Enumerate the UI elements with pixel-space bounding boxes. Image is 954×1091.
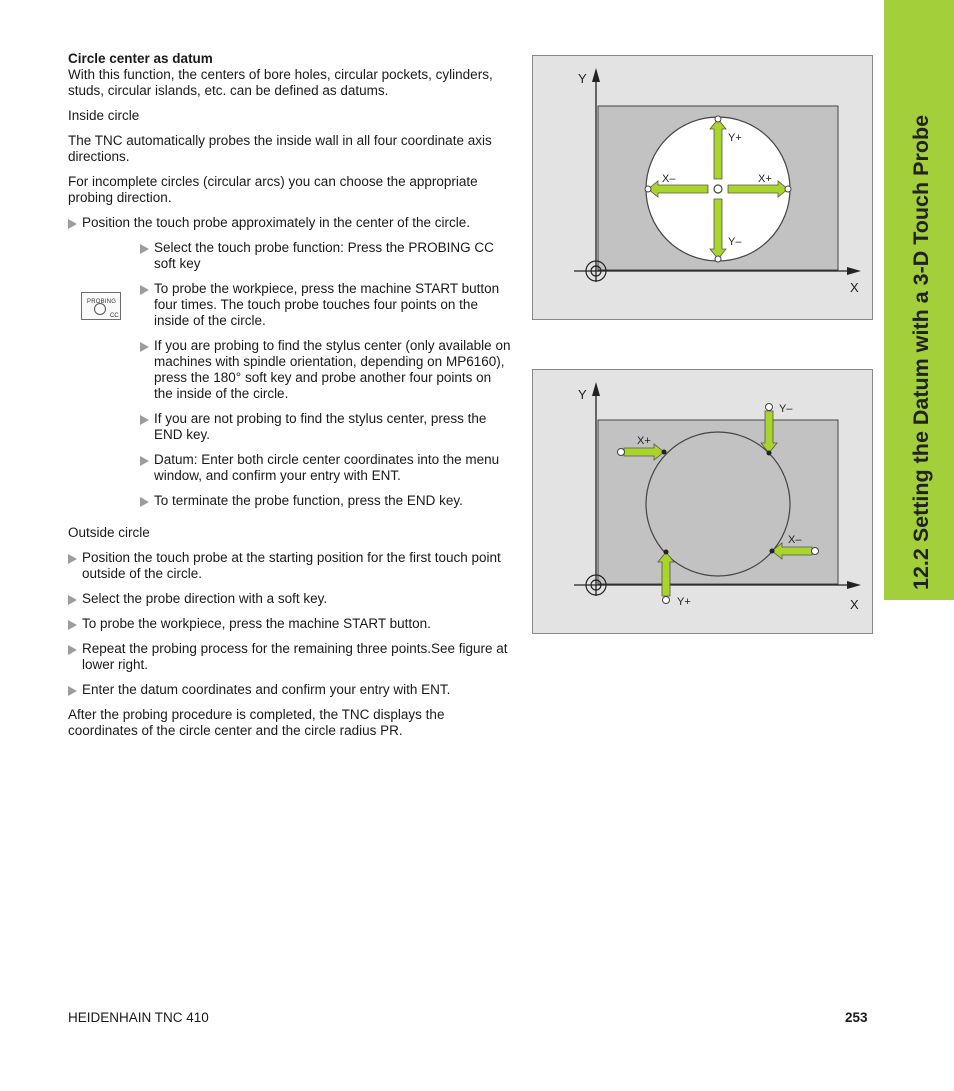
outside-step [68,550,513,582]
step-text: Position the touch probe at the starting position for the first touch point outside of the circle. [82,550,501,581]
bullet-arrow-icon [68,645,77,655]
step-text: To probe the workpiece, press the machine START button four times. The touch probe touches four points on the inside of the circle. [154,281,500,328]
label-x-minus: X– [788,534,802,546]
closing-paragraph: After the probing procedure is completed, the TNC displays the coordinates of the circle center and the circle radius PR. [68,707,445,738]
sub-step [140,338,513,402]
y-axis-label: Y [578,387,587,402]
step-text: If you are probing to find the stylus center (only available on machines with spindle orientation, depending on MP6160), press the 180° soft key and probe another four points on the inside of the circle. [154,338,511,401]
sub-step [140,493,513,509]
bullet-arrow-icon [140,497,149,507]
label-y-plus: Y+ [728,132,742,144]
step-text: Select the touch probe function: Press the PROBING CC soft key [154,240,494,271]
softkey-label-top: PROBING [87,299,117,305]
step-text: Repeat the probing process for the remaining three points.See figure at lower right. [82,641,508,672]
bullet-arrow-icon [140,285,149,295]
x-axis-label: X [850,597,859,612]
probing-cc-softkey-icon [81,292,121,320]
chapter-title-wrap [895,20,945,600]
bullet-arrow-icon [140,244,149,254]
footer-product: HEIDENHAIN TNC 410 [68,1010,209,1025]
bullet-arrow-icon [140,456,149,466]
bullet-arrow-icon [68,595,77,605]
sub-step [140,240,513,272]
step-text: To probe the workpiece, press the machine START button. [82,616,431,631]
chapter-title: 12.2 Setting the Datum with a 3-D Touch Probe [909,114,933,590]
step-text: Enter the datum coordinates and confirm your entry with ENT. [82,682,451,697]
circle-center-icon [714,185,722,193]
softkey-circle-icon [94,303,106,315]
label-y-plus: Y+ [677,596,691,608]
inside-circle-subheading: Inside circle [68,108,140,123]
figure-inside-circle [532,55,873,320]
bullet-arrow-icon [140,415,149,425]
intro-paragraph: With this function, the centers of bore holes, circular pockets, cylinders, studs, circular islands, etc. can be defined as datums. [68,67,493,98]
outside-step [68,591,513,607]
step-text: Datum: Enter both circle center coordinates into the menu window, and confirm your entry with ENT. [154,452,500,483]
step-text: If you are not probing to find the stylus center, press the END key. [154,411,487,442]
sub-step [140,452,513,484]
chapter-title-svg [895,20,945,600]
main-text [68,51,513,748]
inside-para-1: The TNC automatically probes the inside wall in all four coordinate axis directions. [68,133,492,164]
bullet-arrow-icon [140,342,149,352]
page-number: 253 [845,1010,868,1025]
step-text: Select the probe direction with a soft key. [82,591,328,606]
bullet-arrow-icon [68,554,77,564]
inside-step-1 [68,215,513,231]
outside-step [68,616,513,632]
bullet-arrow-icon [68,686,77,696]
sub-step [140,281,513,329]
sub-step [140,411,513,443]
inside-para-2: For incomplete circles (circular arcs) you can choose the appropriate probing direction. [68,174,478,205]
label-x-plus: X+ [758,173,772,185]
y-axis-label: Y [578,71,587,86]
step-text: To terminate the probe function, press the END key. [154,493,463,508]
label-x-minus: X– [662,173,676,185]
bullet-arrow-icon [68,620,77,630]
label-x-plus: X+ [637,435,651,447]
label-y-minus: Y– [779,403,793,415]
figure-outside-circle [532,369,873,634]
section-heading: Circle center as datum [68,51,213,66]
label-y-minus: Y– [728,236,742,248]
inside-sub-steps [140,240,513,509]
softkey-label-bottom: CC [110,313,119,319]
x-axis-label: X [850,280,859,295]
outside-step [68,641,513,673]
outside-circle-subheading: Outside circle [68,525,150,540]
bullet-arrow-icon [68,219,77,229]
step-text: Position the touch probe approximately in the center of the circle. [82,215,470,230]
outside-step [68,682,513,698]
